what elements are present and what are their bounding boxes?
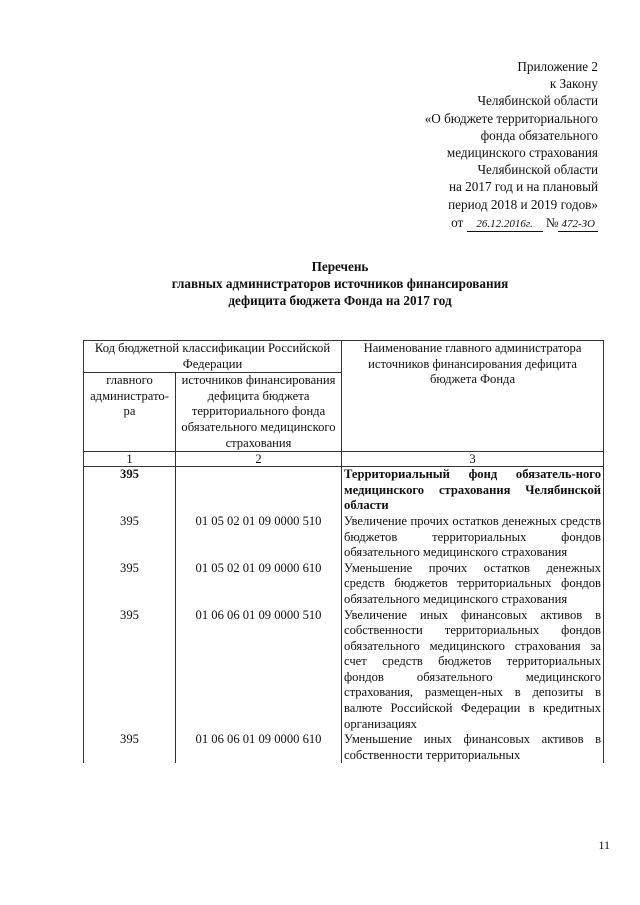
title-line-2: главных администраторов источников финансирования: [171, 276, 509, 291]
header-administrator-name: Наименование главного администратора источников финансирования дефицита бюджета Фонда: [342, 341, 604, 452]
source-code: [176, 467, 342, 514]
law-number: 472-ЗО: [558, 218, 598, 232]
admin-code: 395: [84, 514, 176, 561]
appendix-line: период 2018 и 2019 годов»: [448, 196, 598, 212]
column-number: 1: [84, 452, 176, 467]
table-row: [84, 514, 604, 561]
column-number: 2: [176, 452, 342, 467]
source-code: 01 05 02 01 09 0000 510: [176, 514, 342, 561]
table-row: [84, 561, 604, 608]
column-number-row: [84, 452, 604, 467]
appendix-line: фонда обязательного: [480, 127, 598, 143]
table-row: [84, 467, 604, 514]
appendix-line: «О бюджете территориального: [424, 110, 598, 126]
admin-code: 395: [84, 561, 176, 608]
row-name: Увеличение иных финансовых активов в собственности территориальных фондов обязательного медицинского страхования за счет средств бюджетов территориальных фондов обязательного медицинского страхования, размещен-ных в депозиты в валюте Российской Федерации в кредитных организациях: [342, 608, 604, 733]
page-number: 11: [598, 838, 610, 852]
header-main-administrator: главного администрато-ра: [84, 373, 176, 452]
header-budget-classification: Код бюджетной классификации Российской Федерации: [84, 341, 342, 373]
date-prefix: от: [451, 214, 464, 230]
row-name: Уменьшение прочих остатков денежных средств бюджетов территориальных фондов обязательного медицинского страхования: [342, 561, 604, 608]
header-funding-sources: источников финансирования дефицита бюджета территориального фонда обязательного медицинского страхования: [176, 373, 342, 452]
appendix-block: [338, 58, 598, 232]
appendix-line: Приложение 2: [517, 59, 598, 74]
number-prefix: №: [545, 214, 559, 230]
appendix-line: Челябинской области: [477, 93, 598, 109]
header-row-1: [84, 341, 604, 373]
admin-code: 395: [84, 467, 176, 514]
column-number: 3: [342, 452, 604, 467]
row-name: Территориальный фонд обязатель-ного медицинского страхования Челябинской области: [342, 467, 604, 514]
source-code: 01 05 02 01 09 0000 610: [176, 561, 342, 608]
appendix-line: к Закону: [549, 76, 598, 92]
appendix-line: медицинского страхования: [446, 145, 598, 161]
table-row: [84, 732, 604, 763]
appendix-line: на 2017 год и на плановый: [448, 179, 598, 195]
appendix-line: Челябинской области: [477, 162, 598, 178]
law-date: 26.12.2016г.: [467, 218, 543, 232]
admin-code: 395: [84, 608, 176, 733]
source-code: 01 06 06 01 09 0000 610: [176, 732, 342, 763]
title-line-3: дефицита бюджета Фонда на 2017 год: [228, 293, 452, 308]
law-date-number-line: [338, 214, 598, 232]
document-title: [60, 258, 620, 309]
row-name: Увеличение прочих остатков денежных средств бюджетов территориальных фондов обязательного медицинского страхования: [342, 514, 604, 561]
table-row: [84, 608, 604, 733]
administrators-table: [83, 340, 604, 763]
admin-code: 395: [84, 732, 176, 763]
source-code: 01 06 06 01 09 0000 510: [176, 608, 342, 733]
title-line-1: Перечень: [311, 259, 369, 274]
row-name: Уменьшение иных финансовых активов в собственности территориальных: [342, 732, 604, 763]
